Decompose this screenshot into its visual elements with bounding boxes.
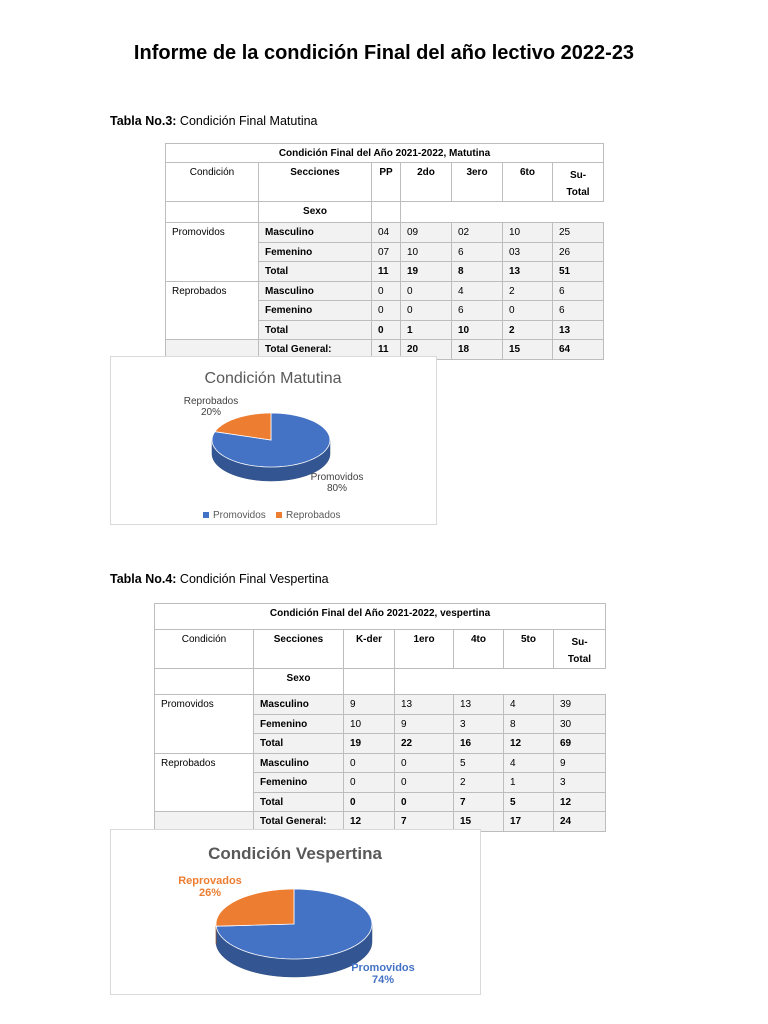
general-label: Total General: [259,340,372,360]
row-value: 0 [395,792,454,812]
general-value: 15 [454,812,504,832]
row-value: 6 [452,301,503,321]
sexo-empty [155,669,254,695]
header-col: 2do [401,163,452,202]
general-label: Total General: [254,812,344,832]
row-value: 39 [554,695,606,715]
header-subtotal-line1: Su- [571,637,588,648]
row-value: 6 [553,301,604,321]
row-value: 8 [452,262,503,282]
group-name: Reprobados [155,753,254,812]
row-value: 13 [395,695,454,715]
row-value: 10 [344,714,395,734]
row-value: 19 [344,734,395,754]
row-value: 9 [554,753,606,773]
row-value: 0 [372,320,401,340]
row-value: 3 [554,773,606,793]
header-subtotal-line1: Su- [569,170,587,181]
data-label-name: Reprobados [183,396,239,407]
general-value: 18 [452,340,503,360]
header-condicion: Condición [155,630,254,669]
sexo-blank [344,669,395,695]
header-condicion: Condición [166,163,259,202]
document-title: Informe de la condición Final del año lectivo 2022-23 [133,42,635,64]
pie-slice-reprovados [216,889,294,926]
row-value: 02 [452,223,503,243]
group-name: Reprobados [166,281,259,340]
row-value: 07 [372,242,401,262]
header-col: 4to [454,630,504,669]
row-label: Masculino [254,695,344,715]
row-value: 51 [553,262,604,282]
row-value: 1 [401,320,452,340]
general-value: 12 [344,812,395,832]
header-col: PP [372,163,401,202]
table4 [154,603,606,832]
table3-container [165,143,604,360]
table4-caption [110,572,329,586]
row-value: 0 [401,301,452,321]
row-value: 13 [503,262,553,282]
header-col: K-der [344,630,395,669]
table3-caption [110,114,318,128]
row-label: Total [259,262,372,282]
row-value: 4 [452,281,503,301]
row-label: Masculino [259,223,372,243]
table3 [165,143,604,360]
row-value: 10 [452,320,503,340]
row-value: 10 [503,223,553,243]
chart-title: Condición Matutina [204,370,342,387]
row-value: 7 [454,792,504,812]
group-name: Promovidos [166,223,259,282]
table3-caption-text: Condición Final Matutina [176,114,318,128]
row-value: 2 [503,320,553,340]
sexo-empty [166,202,259,223]
header-subtotal [553,163,604,202]
table3-caption-label: Tabla No.3: [110,114,177,128]
general-value: 24 [554,812,606,832]
row-value: 9 [344,695,395,715]
general-value: 20 [401,340,452,360]
data-label-name: Reprovados [178,875,242,887]
row-value: 12 [504,734,554,754]
row-value: 16 [454,734,504,754]
row-value: 0 [395,753,454,773]
legend-swatch [276,512,282,518]
legend-label: Promovidos [213,510,266,521]
row-value: 2 [503,281,553,301]
row-value: 0 [344,773,395,793]
row-value: 0 [503,301,553,321]
table4-caption-label: Tabla No.4: [110,572,177,586]
table4-container [154,603,606,832]
row-value: 1 [504,773,554,793]
data-label-pct: 80% [326,483,348,494]
row-value: 9 [395,714,454,734]
sexo-blank [372,202,401,223]
data-label-pct: 20% [200,407,222,418]
legend-label: Reprobados [286,510,341,521]
sexo-blank-wide [401,202,604,223]
row-label: Femenino [254,714,344,734]
legend-swatch [203,512,209,518]
row-value: 6 [553,281,604,301]
row-value: 4 [504,753,554,773]
header-subtotal [554,630,606,669]
header-col: 6to [503,163,553,202]
chart-matutina-svg [111,357,436,524]
row-value: 69 [554,734,606,754]
header-subtotal-line2: Total [567,654,592,665]
row-value: 13 [454,695,504,715]
row-value: 30 [554,714,606,734]
row-value: 5 [454,753,504,773]
row-value: 09 [401,223,452,243]
chart-vespertina [110,829,481,995]
data-label-pct: 74% [371,974,395,986]
row-value: 0 [344,753,395,773]
general-value: 7 [395,812,454,832]
row-value: 26 [553,242,604,262]
row-label: Total [259,320,372,340]
chart-vespertina-svg [111,830,480,994]
table-heading: Condición Final del Año 2021-2022, vespertina [155,604,606,630]
row-value: 0 [395,773,454,793]
header-subtotal-line2: Total [566,187,590,198]
row-label: Femenino [259,301,372,321]
general-value: 17 [504,812,554,832]
chart-matutina [110,356,437,525]
row-value: 25 [553,223,604,243]
header-secciones: Secciones [259,163,372,202]
data-label-name: Promovidos [310,472,364,483]
data-label-name: Promovidos [351,962,415,974]
row-label: Masculino [254,753,344,773]
row-value: 04 [372,223,401,243]
row-value: 13 [553,320,604,340]
row-value: 03 [503,242,553,262]
row-value: 8 [504,714,554,734]
row-label: Femenino [259,242,372,262]
data-label-pct: 26% [198,887,222,899]
general-value: 15 [503,340,553,360]
row-value: 4 [504,695,554,715]
row-value: 10 [401,242,452,262]
row-value: 19 [401,262,452,282]
general-value: 11 [372,340,401,360]
row-value: 11 [372,262,401,282]
sexo-blank-wide [395,669,606,695]
sexo-label: Sexo [254,669,344,695]
row-label: Total [254,734,344,754]
header-col: 5to [504,630,554,669]
row-label: Masculino [259,281,372,301]
row-label: Femenino [254,773,344,793]
row-value: 22 [395,734,454,754]
row-label: Total [254,792,344,812]
table4-caption-text: Condición Final Vespertina [176,572,329,586]
row-value: 0 [401,281,452,301]
row-value: 0 [372,301,401,321]
sexo-label: Sexo [259,202,372,223]
header-col: 3ero [452,163,503,202]
header-secciones: Secciones [254,630,344,669]
table-heading: Condición Final del Año 2021-2022, Matutina [166,144,604,163]
row-value: 0 [344,792,395,812]
row-value: 12 [554,792,606,812]
chart-title: Condición Vespertina [208,844,382,863]
row-value: 3 [454,714,504,734]
row-value: 2 [454,773,504,793]
general-value: 64 [553,340,604,360]
row-value: 6 [452,242,503,262]
group-name: Promovidos [155,695,254,754]
row-value: 0 [372,281,401,301]
header-col: 1ero [395,630,454,669]
row-value: 5 [504,792,554,812]
